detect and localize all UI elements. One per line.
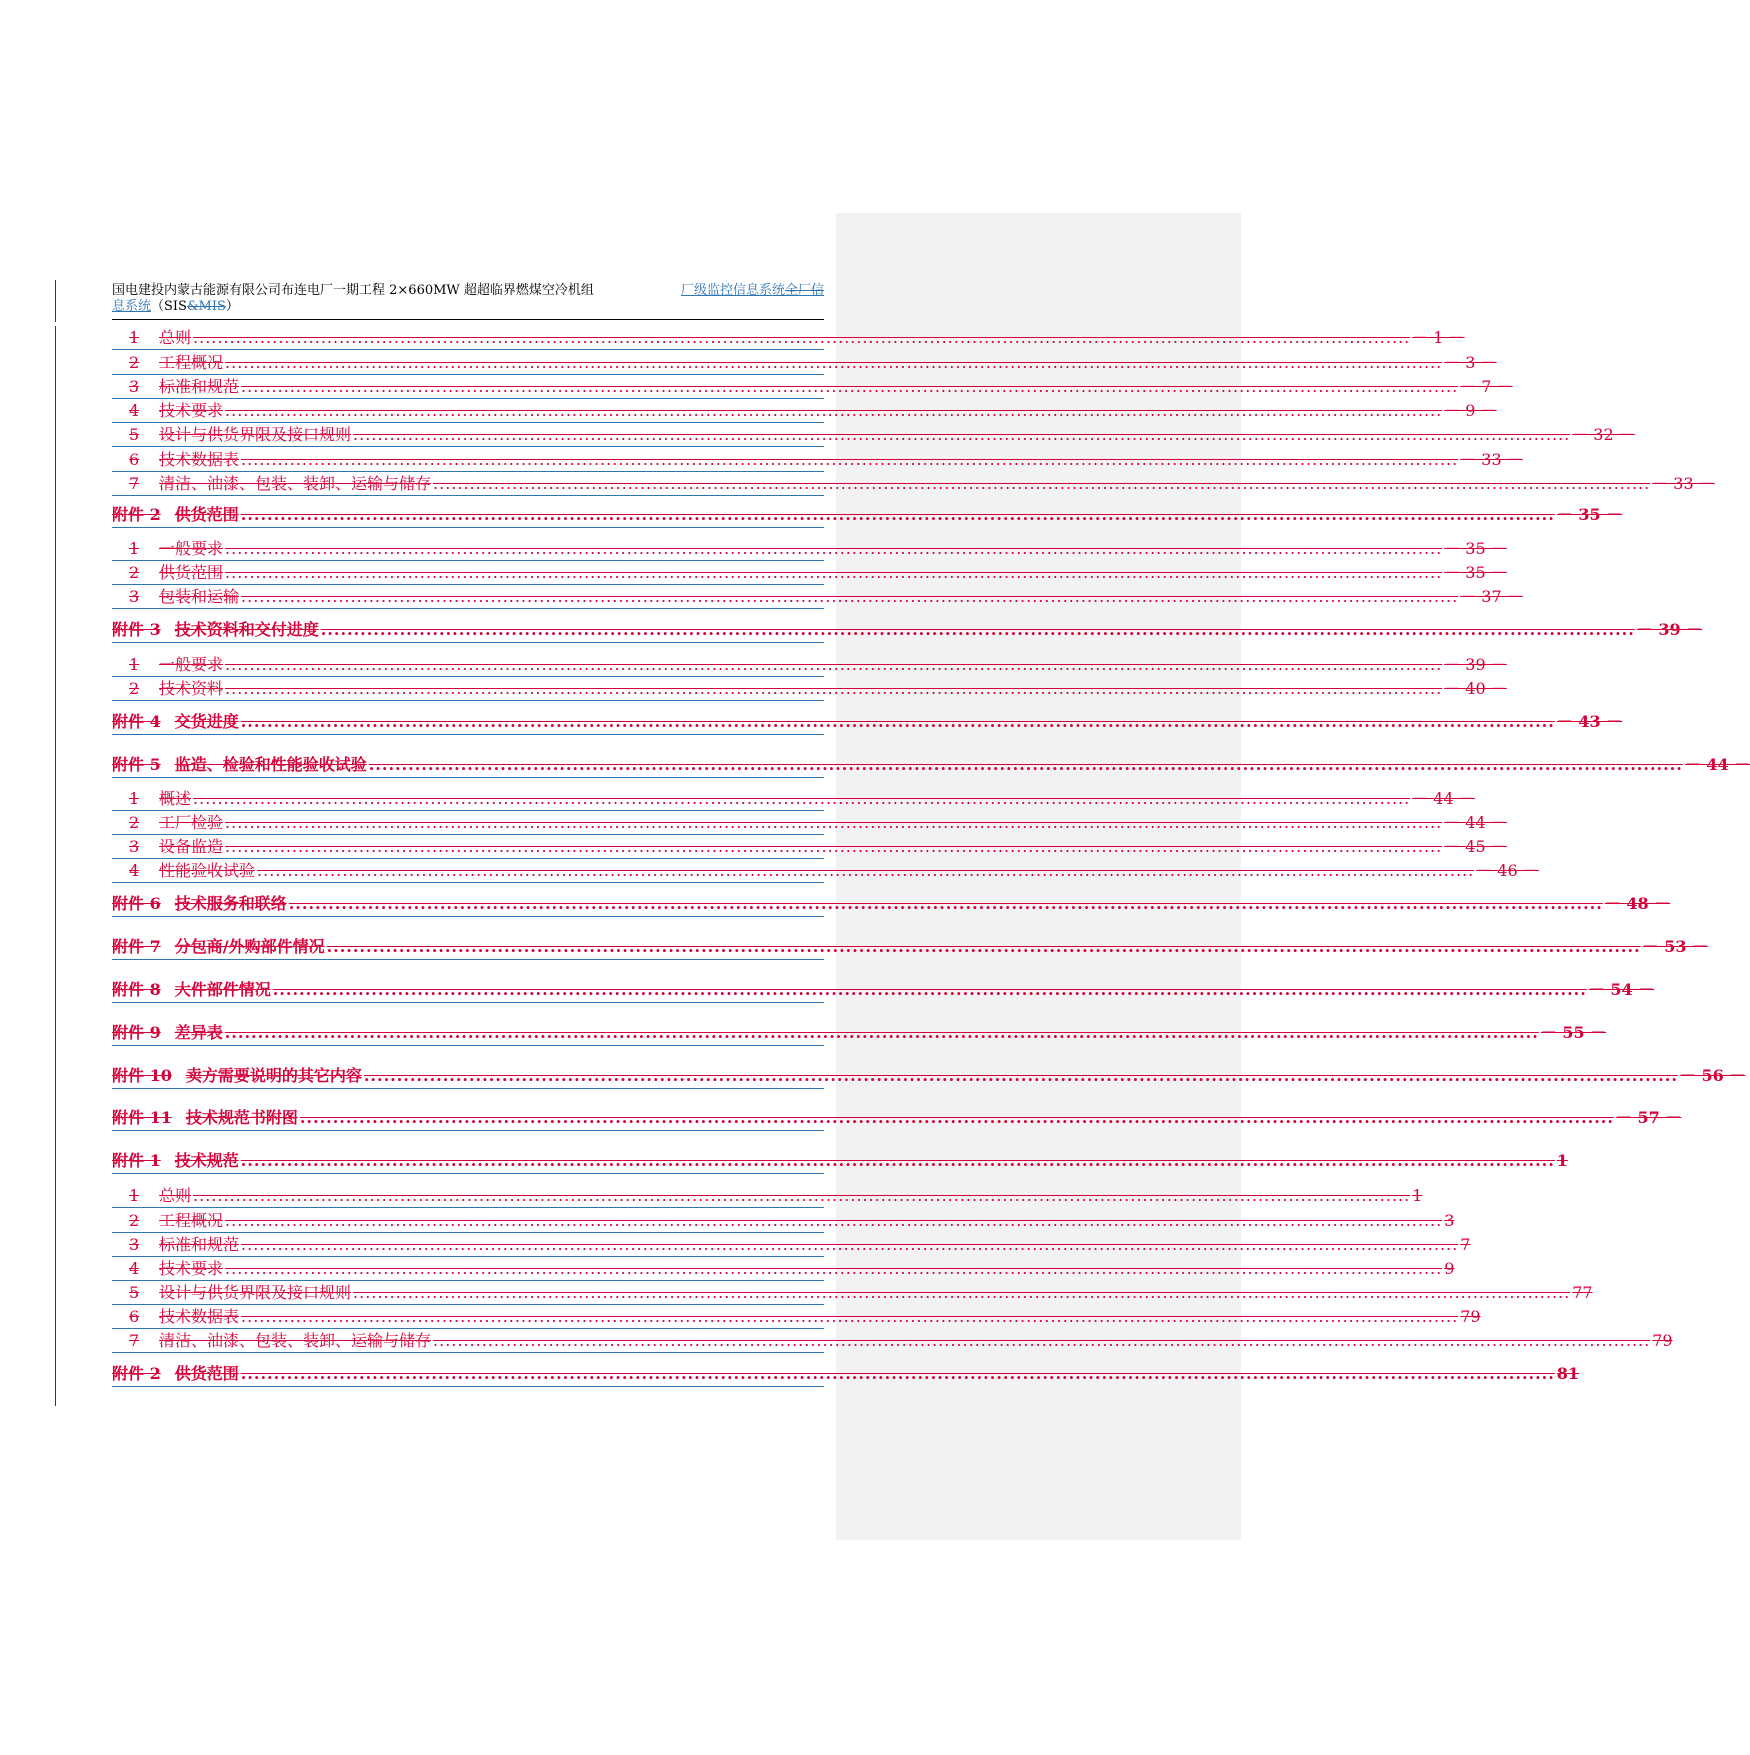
toc-entry-number: 6 (129, 450, 140, 469)
toc-entry-number: 附件 9 (112, 1023, 161, 1042)
toc-entry-number: 5 (129, 1283, 140, 1302)
header-inserted-text: 息系统 (112, 299, 152, 314)
toc-entry[interactable] (112, 505, 1623, 525)
toc-entry-number: 7 (129, 1331, 140, 1350)
toc-entry-page-number: － 40 － (1444, 679, 1507, 698)
toc-entry[interactable] (112, 712, 1623, 732)
toc-dot-leader: ........................................................................................................................................................................................................ (272, 980, 1587, 999)
toc-entry[interactable] (112, 327, 1465, 347)
toc-entry[interactable] (112, 1282, 1593, 1302)
toc-entry-title: 技术数据表 (159, 450, 240, 469)
toc-entry-page-number: － 35 － (1444, 563, 1507, 582)
toc-entry-page-number: － 32 － (1572, 425, 1635, 444)
toc-entry-page-number: 1 (1556, 1151, 1568, 1170)
toc-entry[interactable] (112, 1364, 1580, 1384)
toc-entry-number: 附件 6 (112, 894, 161, 913)
toc-entry-title: 技术要求 (159, 401, 224, 420)
toc-dot-leader: ........................................................................................................................................................................................................ (193, 789, 1411, 808)
toc-entry-title: 供货范围 (174, 1364, 239, 1383)
toc-dot-leader: ........................................................................................................................................................................................................ (299, 1108, 1614, 1127)
toc-entry[interactable] (112, 788, 1475, 808)
toc-entry-page-number: 9 (1444, 1259, 1455, 1278)
toc-entry-title: 供货范围 (174, 505, 239, 524)
toc-entry-page-number: － 37 － (1460, 587, 1523, 606)
toc-entry-title: 技术服务和联络 (174, 894, 287, 913)
toc-entry-number: 7 (129, 474, 140, 493)
toc-entry-title: 总则 (159, 328, 192, 347)
toc-dot-leader: ........................................................................................................................................................................................................ (225, 679, 1443, 698)
toc-entry-page-number: － 35 － (1444, 539, 1507, 558)
toc-entry-number: 6 (129, 1307, 140, 1326)
toc-entry-title: 总则 (159, 1186, 192, 1205)
toc-entry[interactable] (112, 449, 1523, 469)
header-right-inserted: 厂级监控信息系统 (680, 283, 785, 298)
toc-entry-number: 1 (129, 1186, 140, 1205)
toc-dot-leader: ........................................................................................................................................................................................................ (193, 1186, 1411, 1205)
toc-dot-leader: ........................................................................................................................................................................................................ (353, 425, 1571, 444)
toc-entry-number: 4 (129, 861, 140, 880)
toc-entry-title: 供货范围 (159, 563, 224, 582)
toc-entry-title: 设计与供货界限及接口规则 (159, 425, 352, 444)
toc-entry[interactable] (112, 1306, 1481, 1326)
toc-entry[interactable] (112, 1210, 1455, 1230)
toc-entry-page-number: 3 (1444, 1211, 1455, 1230)
toc-entry-page-number: － 56 － (1679, 1066, 1746, 1085)
toc-entry-title: 技术资料和交付进度 (174, 620, 319, 639)
toc-dot-leader: ........................................................................................................................................................................................................ (257, 861, 1475, 880)
toc-entry-number: 2 (129, 679, 140, 698)
toc-entry-page-number: － 39 － (1444, 655, 1507, 674)
toc-entry[interactable] (112, 376, 1513, 396)
toc-entry[interactable] (112, 400, 1497, 420)
toc-entry-number: 3 (129, 587, 140, 606)
toc-entry-page-number: － 48 － (1604, 894, 1671, 913)
toc-entry-page-number: － 44 － (1444, 813, 1507, 832)
toc-entry-title: 一般要求 (159, 539, 224, 558)
change-bar (55, 280, 56, 322)
toc-entry-number: 1 (129, 539, 140, 558)
toc-entry-title: 大件部件情况 (174, 980, 271, 999)
toc-entry-page-number: 79 (1652, 1331, 1673, 1350)
toc-entry-title: 技术规范书附图 (185, 1108, 298, 1127)
toc-entry[interactable] (112, 894, 1671, 914)
toc-entry-number: 附件 5 (112, 755, 161, 774)
toc-entry-number: 4 (129, 1259, 140, 1278)
toc-entry[interactable] (112, 1151, 1568, 1171)
toc-entry-page-number: 1 (1412, 1186, 1423, 1205)
toc-entry-page-number: － 44 － (1412, 789, 1475, 808)
toc-entry-number: 附件 2 (112, 1364, 161, 1383)
toc-entry-page-number: － 43 － (1556, 712, 1623, 731)
toc-entry[interactable] (112, 1108, 1682, 1128)
toc-entry-page-number: － 9 － (1444, 401, 1497, 420)
toc-entry[interactable] (112, 980, 1655, 1000)
header-system-name (681, 283, 824, 299)
header-paren-open: （SIS (151, 299, 187, 314)
toc-entry[interactable] (112, 755, 1750, 775)
toc-dot-leader: ........................................................................................................................................................................................................ (363, 1066, 1678, 1085)
toc-dot-leader: ........................................................................................................................................................................................................ (225, 1259, 1443, 1278)
document-header (112, 283, 824, 320)
toc-entry-title: 性能验收试验 (159, 861, 256, 880)
toc-entry-page-number: － 53 － (1642, 937, 1709, 956)
toc-entry[interactable] (112, 1234, 1471, 1254)
toc-entry-title: 交货进度 (174, 712, 239, 731)
toc-entry-number: 附件 2 (112, 505, 161, 524)
toc-entry-title: 工程概况 (159, 1211, 224, 1230)
toc-entry-number: 2 (129, 563, 140, 582)
toc-entry-title: 技术规范 (174, 1151, 239, 1170)
toc-entry-number: 附件 1 (112, 1151, 161, 1170)
toc-entry-page-number: － 33 － (1460, 450, 1523, 469)
toc-dot-leader: ........................................................................................................................................................................................................ (241, 1307, 1459, 1326)
toc-entry[interactable] (112, 1258, 1455, 1278)
toc-entry[interactable] (112, 654, 1507, 674)
toc-dot-leader: ........................................................................................................................................................................................................ (241, 377, 1459, 396)
toc-dot-leader: ........................................................................................................................................................................................................ (433, 474, 1651, 493)
toc-entry[interactable] (112, 1023, 1607, 1043)
toc-dot-leader: ........................................................................................................................................................................................................ (241, 450, 1459, 469)
toc-dot-leader: ........................................................................................................................................................................................................ (240, 505, 1555, 524)
toc-entry-title: 标准和规范 (159, 1235, 240, 1254)
header-deleted-text: &MIS (186, 299, 226, 314)
toc-entry[interactable] (112, 1330, 1673, 1350)
toc-entry-number: 附件 7 (112, 937, 161, 956)
toc-entry-page-number: － 54 － (1588, 980, 1655, 999)
toc-entry-page-number: － 44 － (1684, 755, 1750, 774)
toc-entry-title: 差异表 (174, 1023, 223, 1042)
toc-dot-leader: ........................................................................................................................................................................................................ (225, 837, 1443, 856)
toc-entry-number: 1 (129, 328, 140, 347)
toc-entry-title: 一般要求 (159, 655, 224, 674)
toc-entry-page-number: － 55 － (1540, 1023, 1607, 1042)
toc-entry-title: 概述 (159, 789, 192, 808)
toc-dot-leader: ........................................................................................................................................................................................................ (240, 712, 1555, 731)
toc-dot-leader: ........................................................................................................................................................................................................ (240, 1364, 1555, 1383)
toc-entry[interactable] (112, 620, 1703, 640)
header-paren-close: ） (225, 299, 239, 314)
toc-dot-leader: ........................................................................................................................................................................................................ (225, 1211, 1443, 1230)
toc-entry-page-number: － 46 － (1476, 861, 1539, 880)
toc-dot-leader: ........................................................................................................................................................................................................ (225, 655, 1443, 674)
toc-entry-title: 清洁、油漆、包装、装卸、运输与储存 (159, 474, 432, 493)
toc-entry-page-number: － 33 － (1652, 474, 1715, 493)
toc-entry[interactable] (112, 836, 1507, 856)
toc-entry-number: 2 (129, 353, 140, 372)
toc-entry-number: 附件 10 (112, 1066, 172, 1085)
toc-entry-title: 卖方需要说明的其它内容 (185, 1066, 362, 1085)
toc-entry-title: 分包商/外购部件情况 (174, 937, 325, 956)
toc-entry-page-number: 77 (1572, 1283, 1593, 1302)
toc-entry-number: 3 (129, 837, 140, 856)
toc-entry[interactable] (112, 812, 1507, 832)
toc-dot-leader: ........................................................................................................................................................................................................ (225, 539, 1443, 558)
toc-dot-leader: ........................................................................................................................................................................................................ (320, 620, 1635, 639)
toc-dot-leader: ........................................................................................................................................................................................................ (368, 755, 1683, 774)
toc-entry-title: 监造、检验和性能验收试验 (174, 755, 367, 774)
toc-entry-title: 技术资料 (159, 679, 224, 698)
toc-entry-title: 技术要求 (159, 1259, 224, 1278)
toc-dot-leader: ........................................................................................................................................................................................................ (433, 1331, 1651, 1350)
toc-entry[interactable] (112, 1066, 1746, 1086)
toc-entry-number: 附件 4 (112, 712, 161, 731)
toc-entry-title: 设备监造 (159, 837, 224, 856)
toc-entry[interactable] (112, 860, 1539, 880)
toc-entry-title: 技术数据表 (159, 1307, 240, 1326)
toc-entry-page-number: 81 (1556, 1364, 1580, 1383)
toc-entry-page-number: － 45 － (1444, 837, 1507, 856)
toc-entry-number: 2 (129, 813, 140, 832)
toc-dot-leader: ........................................................................................................................................................................................................ (193, 328, 1411, 347)
toc-entry[interactable] (112, 352, 1497, 372)
toc-entry-number: 1 (129, 789, 140, 808)
change-bar (55, 326, 56, 1406)
toc-entry-number: 3 (129, 1235, 140, 1254)
toc-entry[interactable] (112, 586, 1523, 606)
toc-entry-number: 2 (129, 1211, 140, 1230)
toc-dot-leader: ........................................................................................................................................................................................................ (240, 1151, 1555, 1170)
toc-dot-leader: ........................................................................................................................................................................................................ (326, 937, 1641, 956)
toc-entry-title: 工厂检验 (159, 813, 224, 832)
toc-entry-title: 标准和规范 (159, 377, 240, 396)
toc-entry-number: 附件 3 (112, 620, 161, 639)
toc-entry-page-number: － 35 － (1556, 505, 1623, 524)
toc-entry-page-number: － 57 － (1615, 1108, 1682, 1127)
toc-entry[interactable] (112, 937, 1709, 957)
toc-entry-page-number: － 7 － (1460, 377, 1513, 396)
toc-dot-leader: ........................................................................................................................................................................................................ (224, 1023, 1539, 1042)
toc-entry[interactable] (112, 1185, 1423, 1205)
toc-entry-title: 包装和运输 (159, 587, 240, 606)
toc-dot-leader: ........................................................................................................................................................................................................ (241, 1235, 1459, 1254)
toc-dot-leader: ........................................................................................................................................................................................................ (241, 587, 1459, 606)
toc-dot-leader: ........................................................................................................................................................................................................ (353, 1283, 1571, 1302)
toc-entry-number: 附件 8 (112, 980, 161, 999)
toc-entry-title: 工程概况 (159, 353, 224, 372)
toc-entry-title: 设计与供货界限及接口规则 (159, 1283, 352, 1302)
header-right-deleted: 全厂信 (784, 283, 824, 298)
toc-entry-page-number: 7 (1460, 1235, 1471, 1254)
toc-entry-number: 1 (129, 655, 140, 674)
toc-dot-leader: ........................................................................................................................................................................................................ (225, 401, 1443, 420)
toc-entry-number: 3 (129, 377, 140, 396)
toc-entry-page-number: － 39 － (1636, 620, 1703, 639)
toc-entry[interactable] (112, 424, 1635, 444)
toc-entry-title: 清洁、油漆、包装、装卸、运输与储存 (159, 1331, 432, 1350)
toc-dot-leader: ........................................................................................................................................................................................................ (288, 894, 1603, 913)
header-line-1: 国电建投内蒙古能源有限公司布连电厂一期工程 2×660MW 超超临界燃煤空冷机组 (112, 283, 594, 298)
toc-entry-number: 5 (129, 425, 140, 444)
toc-entry[interactable] (112, 538, 1507, 558)
toc-entry-number: 附件 11 (112, 1108, 172, 1127)
toc-entry-number: 4 (129, 401, 140, 420)
toc-entry-page-number: 79 (1460, 1307, 1481, 1326)
toc-entry-page-number: － 1 － (1412, 328, 1465, 347)
toc-dot-leader: ........................................................................................................................................................................................................ (225, 563, 1443, 582)
toc-dot-leader: ........................................................................................................................................................................................................ (225, 813, 1443, 832)
toc-entry[interactable] (112, 678, 1507, 698)
toc-entry[interactable] (112, 473, 1715, 493)
toc-entry-page-number: － 3 － (1444, 353, 1497, 372)
toc-entry[interactable] (112, 562, 1507, 582)
header-project-title (112, 283, 652, 315)
toc-dot-leader: ........................................................................................................................................................................................................ (225, 353, 1443, 372)
